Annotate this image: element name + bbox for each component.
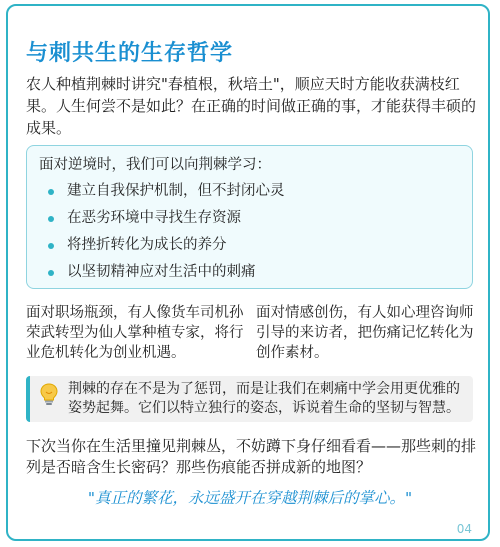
right-column-text: 面对情感创伤，有人如心理咨询师引导的来访者，把伤痛记忆转化为创作素材。 bbox=[256, 305, 474, 361]
list-item: 将挫折转化为成长的养分 bbox=[39, 232, 460, 259]
insight-callout bbox=[26, 376, 473, 422]
lightbulb-icon bbox=[38, 382, 60, 406]
closing-quote: "真正的繁花，永远盛开在穿越荆棘后的掌心。" bbox=[87, 489, 413, 507]
list-item: 以坚韧精神应对生活中的刺痛 bbox=[39, 259, 460, 286]
closing-paragraph: 下次当你在生活里撞见荆棘丛，不妨蹲下身仔细看看——那些刺的排列是否暗含生长密码？那些伤痕能否拼成新的地图？ bbox=[26, 437, 477, 476]
page-number: 04 bbox=[456, 522, 472, 536]
intro-paragraph: 农人种植荆棘时讲究"春植根，秋培土"，顺应天时方能收获满枝红果。人生何尝不是如此？在正确的时间做正确的事，才能获得丰硕的成果。 bbox=[26, 75, 477, 137]
callout-text: 荆棘的存在不是为了惩罚，而是让我们在刺痛中学会用更优雅的姿势起舞。它们以特立独行的姿态，诉说着生命的坚韧与智慧。 bbox=[68, 381, 460, 416]
list-item: 在恶劣环境中寻找生存资源 bbox=[39, 205, 460, 232]
list-item: 建立自我保护机制，但不封闭心灵 bbox=[39, 178, 460, 205]
bullet-dot-icon bbox=[48, 189, 54, 195]
bullet-dot-icon bbox=[48, 243, 54, 249]
tips-box-heading: 面对逆境时，我们可以向荆棘学习： bbox=[39, 157, 271, 173]
tips-box bbox=[26, 145, 473, 289]
tips-list bbox=[39, 178, 460, 286]
bullet-dot-icon bbox=[48, 270, 54, 276]
left-column-text: 面对职场瓶颈，有人像货车司机孙荣武转型为仙人掌种植专家，将行业危机转化为创业机遇。 bbox=[26, 305, 244, 361]
bullet-dot-icon bbox=[48, 216, 54, 222]
page-title: 与刺共生的生存哲学 bbox=[26, 41, 234, 66]
